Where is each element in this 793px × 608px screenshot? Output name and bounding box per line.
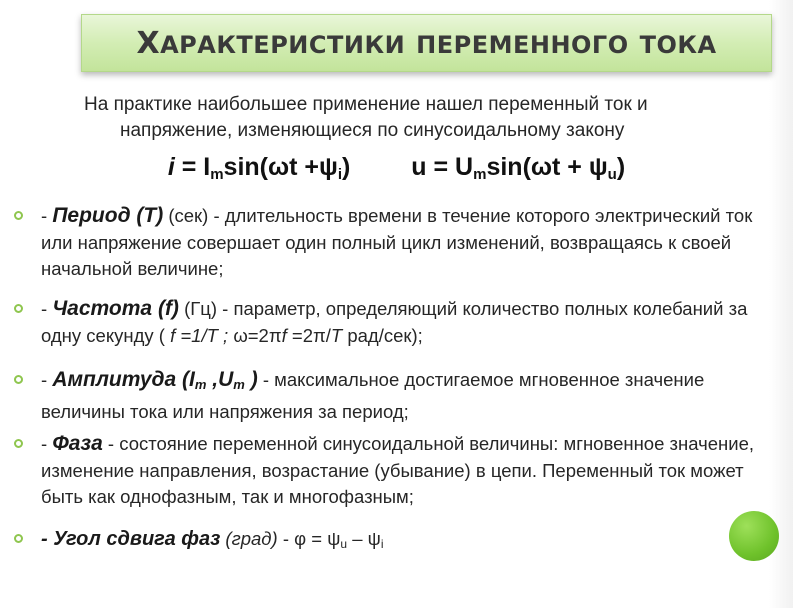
title-cap-3: Т: [639, 30, 657, 59]
voltage-sub-m: m: [473, 166, 487, 183]
title-word-3: ОКА: [656, 30, 717, 59]
term-phase: Фаза: [52, 432, 103, 455]
bullet-dash: -: [41, 298, 53, 319]
bullet-marker-icon: [14, 375, 23, 384]
phase-shift-sub-i: i: [380, 537, 384, 551]
bullet-marker-icon: [14, 534, 23, 543]
voltage-lhs: u = U: [411, 153, 474, 181]
voltage-formula: [411, 153, 625, 181]
intro-line-1: На практике наибольшее применение нашел переменный ток и: [84, 94, 648, 115]
term-amplitude-sub2: m: [233, 377, 245, 392]
page-title: [136, 26, 716, 61]
voltage-close: ): [616, 153, 626, 181]
current-body: sin(ωt +ψ: [223, 153, 338, 181]
formula-f: f =1/T ;: [170, 324, 234, 346]
phase-shift-sub-u: u: [340, 537, 348, 551]
current-close: ): [342, 153, 351, 181]
formula-phase-shift: [278, 528, 384, 549]
phase-shift-a: - φ = ψ: [277, 528, 341, 549]
current-sub-m: m: [210, 166, 224, 183]
bullet-marker-icon: [14, 439, 23, 448]
bullet-frequency: [14, 296, 754, 349]
unit-frequency: (Гц): [178, 298, 218, 319]
voltage-body: sin(ωt + ψ: [486, 153, 608, 181]
bullet-period: [14, 203, 754, 283]
term-amplitude-a: Амплитуда (I: [52, 368, 195, 391]
term-frequency: Частота (f): [52, 297, 179, 320]
term-period: Период (Т): [52, 204, 164, 227]
desc-frequency: - параметр, определяющий количество полных колебаний за одну секунду (: [41, 298, 748, 346]
decorative-green-circle: [729, 511, 779, 561]
bullet-dash: -: [41, 205, 53, 226]
desc-frequency-end: рад/сек);: [342, 324, 423, 346]
intro-line-2: напряжение, изменяющиеся по синусоидальному закону: [120, 120, 625, 141]
title-banner: [81, 14, 772, 72]
bullet-marker-icon: [14, 304, 23, 313]
current-sub-i: i: [337, 166, 342, 183]
bullet-dash: -: [41, 433, 53, 454]
term-amplitude: [52, 368, 257, 391]
title-cap-2: П: [416, 30, 437, 59]
title-word-1: АРАКТЕРИСТИКИ: [160, 30, 406, 59]
formula-2pi: =2π/: [286, 324, 331, 346]
current-formula: [168, 153, 351, 181]
voltage-sub-u: u: [607, 166, 617, 183]
desc-phase: - состояние переменной синусоидальной величины: мгновенное значение, изменение направления, возрастание (убывание) в цепи. Переменный ток может быть как однофазным, так и многофазным;: [41, 433, 755, 507]
current-symbol: i: [167, 153, 175, 181]
formula-T-var: T: [330, 324, 343, 346]
title-cap-1: Х: [136, 25, 161, 61]
desc-period: - длительность времени в течение которого электрический ток или напряжение совершает один полный цикл изменений, возвращаясь к своей начальной величине;: [41, 205, 753, 279]
unit-phase-shift: (град): [220, 528, 278, 549]
unit-period: (сек): [163, 205, 209, 226]
desc-amplitude: - максимальное достигаемое мгновенное значение величины тока или напряжения за период;: [41, 369, 705, 422]
phase-shift-b: – ψ: [347, 528, 381, 549]
term-amplitude-c: ): [244, 368, 258, 391]
formula-f-var: f: [281, 324, 287, 346]
formula-omega: ω=2π: [233, 324, 282, 346]
bullet-marker-icon: [14, 211, 23, 220]
bullet-amplitude: [14, 367, 754, 425]
term-amplitude-b: ,U: [206, 368, 234, 391]
term-amplitude-sub1: m: [194, 377, 207, 392]
formulas: [0, 153, 793, 183]
bullet-phase-shift: [14, 526, 754, 558]
title-word-2: ЕРЕМЕННОГО: [436, 30, 629, 59]
bullet-phase: [14, 431, 754, 511]
intro-text: [40, 92, 760, 144]
bullet-dash: -: [41, 369, 53, 390]
current-eq: = I: [174, 153, 211, 181]
decorative-edge: [769, 0, 793, 608]
term-phase-shift: - Угол сдвига фаз: [41, 528, 221, 550]
